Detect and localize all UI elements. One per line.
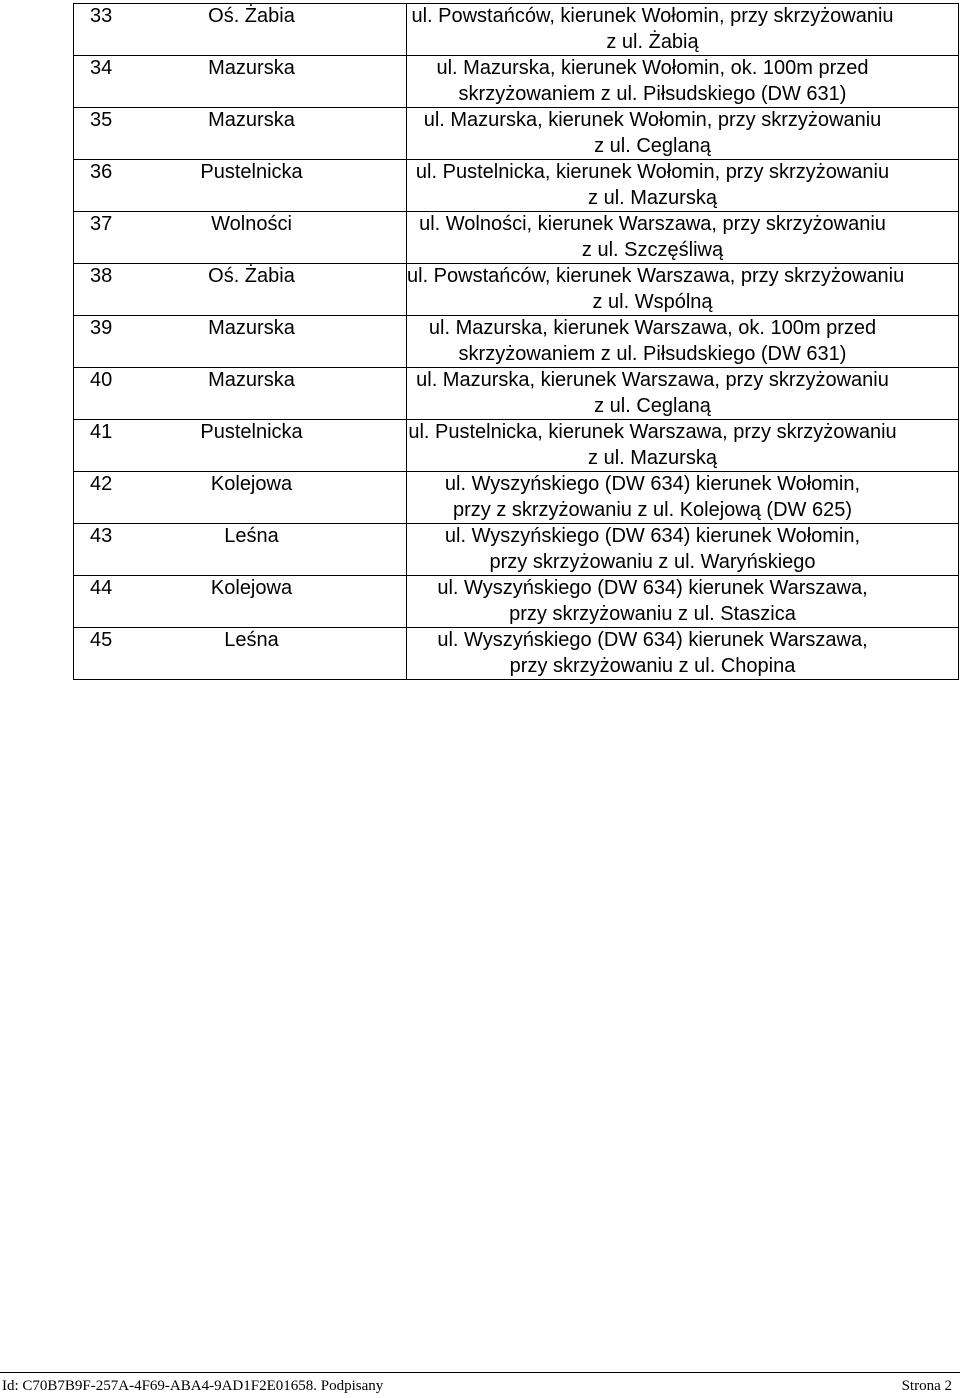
stop-location — [407, 524, 959, 576]
stop-number: 44 — [74, 576, 135, 628]
stop-location — [407, 368, 959, 420]
stop-location-line-1: ul. Mazurska, kierunek Warszawa, przy skrzyżowaniu — [416, 369, 889, 391]
stop-location-line-2: z ul. Ceglaną — [594, 394, 711, 417]
stop-location-line-1: ul. Mazurska, kierunek Wołomin, przy skrzyżowaniu — [423, 109, 882, 131]
stop-name: Leśna — [134, 524, 407, 576]
stop-location-line-1: ul. Powstańców, kierunek Warszawa, przy skrzyżowaniu — [407, 265, 905, 287]
stop-number: 40 — [74, 368, 135, 420]
stop-number: 33 — [74, 4, 135, 56]
stop-name: Kolejowa — [134, 576, 407, 628]
stop-number: 43 — [74, 524, 135, 576]
stop-name: Mazurska — [134, 316, 407, 368]
stop-location-line-2: przy skrzyżowaniu z ul. Staszica — [509, 602, 796, 625]
stop-location-line-1: ul. Wyszyńskiego (DW 634) kierunek Warszawa, — [437, 577, 868, 599]
stop-location-line-1: ul. Wyszyńskiego (DW 634) kierunek Warszawa, — [437, 629, 868, 651]
stop-location-line-2: przy skrzyżowaniu z ul. Chopina — [509, 654, 796, 677]
stop-location — [407, 160, 959, 212]
stop-name: Leśna — [134, 628, 407, 680]
stop-location — [407, 108, 959, 160]
bus-stops-table — [73, 3, 959, 680]
table-row — [74, 628, 959, 680]
stop-location — [407, 316, 959, 368]
table-row — [74, 316, 959, 368]
table-row — [74, 472, 959, 524]
stop-number: 45 — [74, 628, 135, 680]
stop-location-line-2: przy z skrzyżowaniu z ul. Kolejową (DW 625) — [452, 498, 852, 521]
table-row — [74, 368, 959, 420]
stop-location-line-1: ul. Pustelnicka, kierunek Warszawa, przy skrzyżowaniu — [408, 421, 897, 443]
stop-number: 38 — [74, 264, 135, 316]
stop-location-line-2: z ul. Szczęśliwą — [581, 238, 724, 261]
stop-name: Mazurska — [134, 368, 407, 420]
stop-name: Mazurska — [134, 56, 407, 108]
page-number: Strona 2 — [901, 1378, 952, 1394]
stop-location-line-1: ul. Pustelnicka, kierunek Wołomin, przy skrzyżowaniu — [415, 161, 890, 183]
stop-name: Oś. Żabia — [134, 4, 407, 56]
stop-location — [407, 264, 959, 316]
table-row — [74, 524, 959, 576]
stop-location-line-2: przy skrzyżowaniu z ul. Waryńskiego — [489, 550, 816, 573]
stop-location-line-2: z ul. Mazurską — [588, 446, 717, 469]
stop-location-line-2: skrzyżowaniem z ul. Piłsudskiego (DW 631) — [458, 342, 847, 365]
stop-location — [407, 472, 959, 524]
stop-number: 42 — [74, 472, 135, 524]
stop-location-line-1: ul. Mazurska, kierunek Warszawa, ok. 100m przed — [428, 317, 877, 339]
stop-number: 37 — [74, 212, 135, 264]
stop-name: Wolności — [134, 212, 407, 264]
document-id-text: Id: C70B7B9F-257A-4F69-ABA4-9AD1F2E01658. Podpisany — [2, 1378, 384, 1394]
table-row — [74, 576, 959, 628]
stop-name: Kolejowa — [134, 472, 407, 524]
stop-location-line-1: ul. Wyszyńskiego (DW 634) kierunek Wołomin, — [444, 473, 861, 495]
table-row — [74, 4, 959, 56]
stop-location-line-2: skrzyżowaniem z ul. Piłsudskiego (DW 631) — [458, 82, 847, 105]
stop-location-line-2: z ul. Wspólną — [592, 290, 713, 313]
stop-number: 41 — [74, 420, 135, 472]
stop-location — [407, 420, 959, 472]
stop-location — [407, 576, 959, 628]
stop-name: Mazurska — [134, 108, 407, 160]
stop-location-line-2: z ul. Żabią — [606, 30, 699, 53]
footer-divider — [0, 1372, 960, 1373]
table-row — [74, 212, 959, 264]
stop-location — [407, 56, 959, 108]
stop-location-line-1: ul. Powstańców, kierunek Wołomin, przy skrzyżowaniu — [411, 5, 894, 27]
stop-location — [407, 4, 959, 56]
stop-location — [407, 212, 959, 264]
stop-location-line-1: ul. Wolności, kierunek Warszawa, przy skrzyżowaniu — [419, 213, 886, 235]
stop-name: Oś. Żabia — [134, 264, 407, 316]
table-row — [74, 264, 959, 316]
stop-location-line-1: ul. Mazurska, kierunek Wołomin, ok. 100m przed — [436, 57, 869, 79]
stop-number: 36 — [74, 160, 135, 212]
stop-location-line-1: ul. Wyszyńskiego (DW 634) kierunek Wołomin, — [444, 525, 861, 547]
bus-stops-table-body — [74, 4, 959, 680]
table-row — [74, 108, 959, 160]
stop-name: Pustelnicka — [134, 160, 407, 212]
stop-number: 39 — [74, 316, 135, 368]
stop-number: 34 — [74, 56, 135, 108]
stop-location-line-2: z ul. Ceglaną — [594, 134, 711, 157]
stop-location-line-2: z ul. Mazurską — [588, 186, 717, 209]
stop-name: Pustelnicka — [134, 420, 407, 472]
table-row — [74, 420, 959, 472]
stop-location — [407, 628, 959, 680]
table-row — [74, 160, 959, 212]
stop-number: 35 — [74, 108, 135, 160]
table-row — [74, 56, 959, 108]
